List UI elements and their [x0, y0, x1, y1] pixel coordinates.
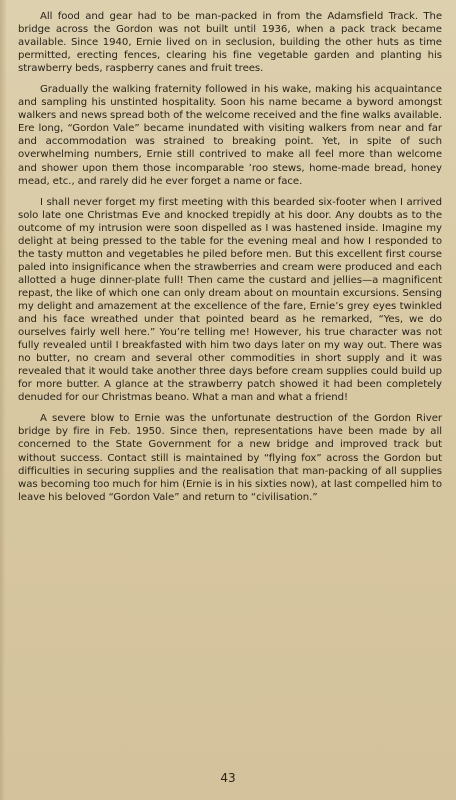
- paragraph-4: A severe blow to Ernie was the unfortunate destruction of the Gordon River bridge by fire in Feb. 1950. Since then, representations have been made by all concerned to the State Government for a new bridge and improved track but without success. Contact still is maintained by “flying fox” across the Gordon but difficulties in securing supplies and the realisation that man-packing of all supplies was becoming too much for him (Ernie is in his sixties now), at last compelled him to leave his beloved “Gordon Vale” and return to “civilisation.”: [18, 413, 442, 503]
- paragraph-2: Gradually the walking fraternity followed in his wake, making his acquaintance and sampling his unstinted hospitality. Soon his name became a byword amongst walkers and news spread both of the welcome received and the fine walks available. Ere long, “Gordon Vale” became inundated with visiting walkers from near and far and accommodation was strained to breaking point. Yet, in spite of such overwhelming numbers, Ernie still contrived to make all feel more than welcome and shower upon them those incomparable ’roo stews, home-made bread, honey mead, etc., and rarely did he ever forget a name or face.: [18, 84, 442, 187]
- page-number: 43: [220, 771, 236, 785]
- page-binding-edge: [0, 0, 6, 800]
- paragraph-3: I shall never forget my first meeting with this bearded six-footer when I arrived solo late one Christmas Eve and knocked trepidly at his door. Any doubts as to the outcome of my intrusion were soon dispelled as I was hastened inside. Imagine my delight at being pressed to the table for the evening meal and how I responded to the tasty mutton and vegetables he piled before men. But this excellent first course paled into insignificance when the strawberries and cream were produced and each allotted a huge dinner-plate full! Then came the custard and jellies—a magnificent repast, the like of which one can only dream about on mountain excursions. Sensing my delight and amazement at the excellence of the fare, Ernie’s grey eyes twinkled and his face wreathed under that pointed beard as he remarked, “Yes, we do ourselves fairly well here.” You’re telling me! However, his true character was not fully revealed until I breakfasted with him two days later on my way out. There was no butter, no cream and several other commodities in short supply and it was revealed that it would take another three days before cream supplies could build up for more butter. A glance at the strawberry patch showed it had been completely denuded for our Christmas beano. What a man and what a friend!: [18, 196, 442, 404]
- paragraph-1: All food and gear had to be man-packed in from the Adamsfield Track. The bridge across the Gordon was not built until 1936, when a pack track became available. Since 1940, Ernie lived on in seclusion, building the other huts as time permitted, erecting fences, clearing his fine vegetable garden and planting his strawberry beds, raspberry canes and fruit trees.: [18, 11, 442, 75]
